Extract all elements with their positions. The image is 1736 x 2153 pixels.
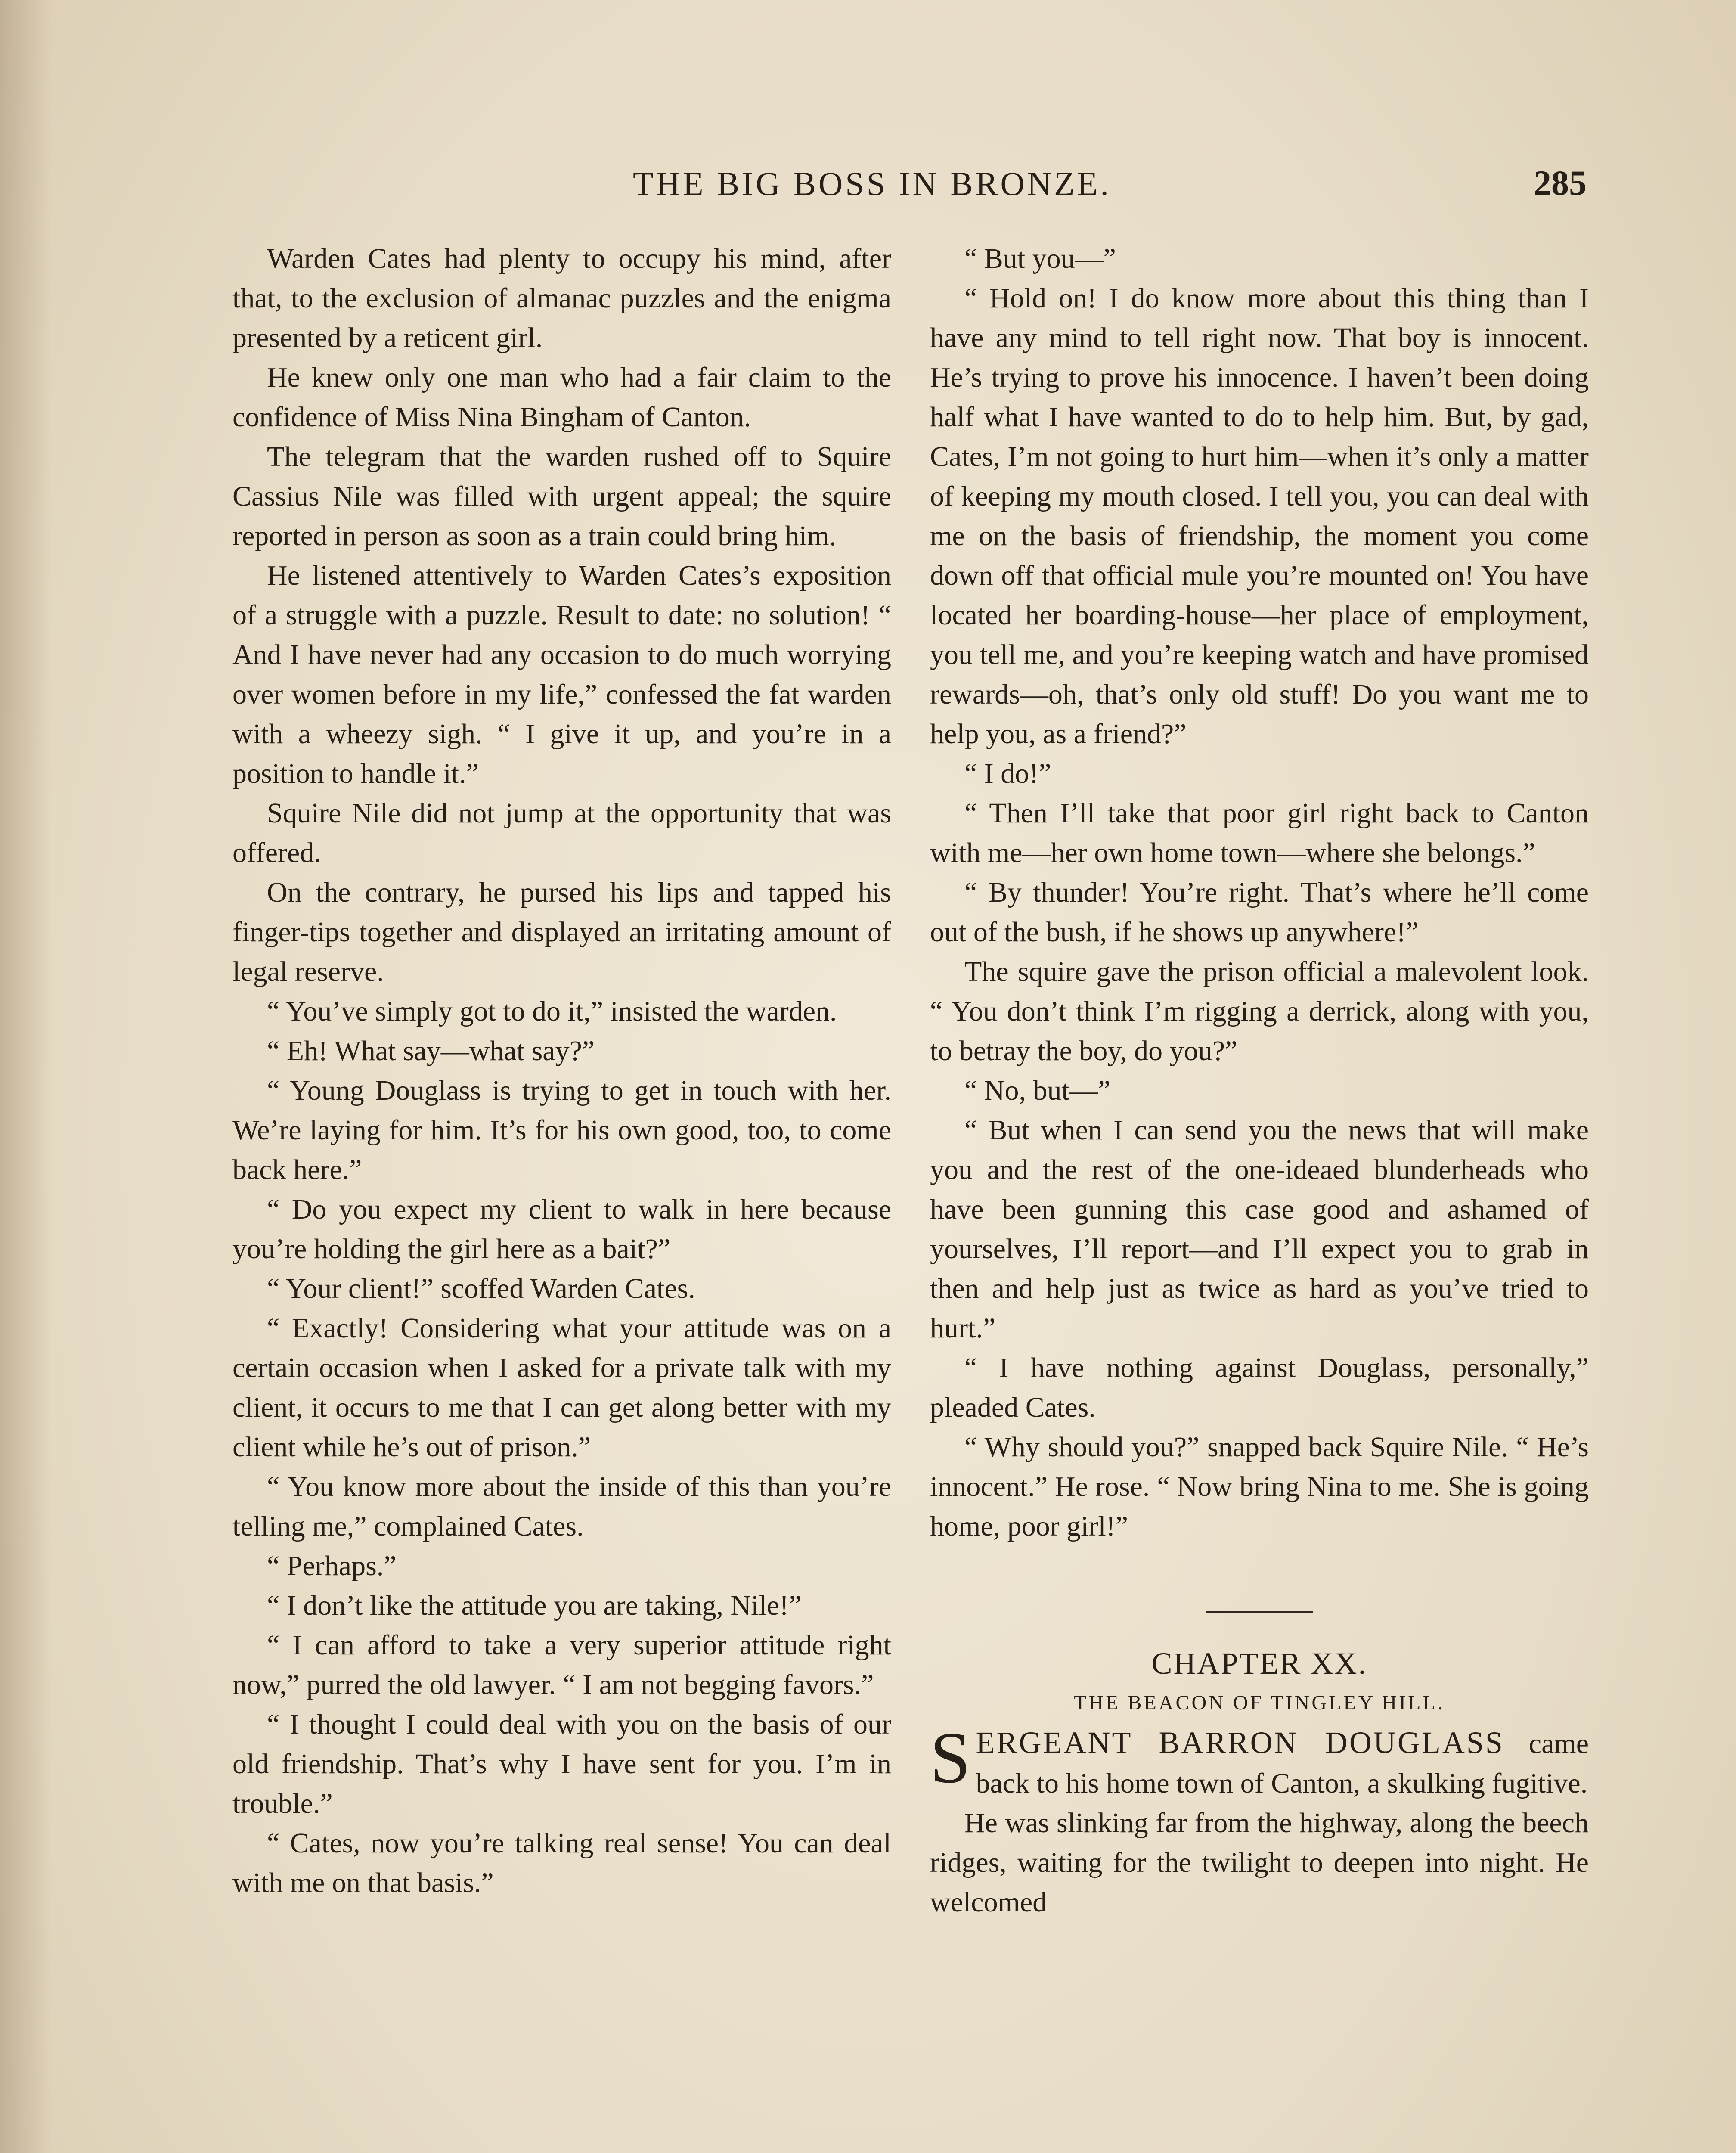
opening-small-caps: ERGEANT BARRON DOUGLASS [976, 1725, 1504, 1760]
paragraph: “ No, but—” [964, 1075, 1111, 1106]
paragraph: Warden Cates had plenty to occupy his mind, after that, to the exclusion of almanac puzzles and the enigma presented by a reticent girl. [232, 243, 891, 354]
paragraph: “ Young Douglass is trying to get in touch with her. We’re laying for him. It’s for his own good, too, to come back here.” [232, 1075, 891, 1185]
paragraph: “ Exactly! Considering what your attitude was on a certain occasion when I asked for a private talk with my client, it occurs to me that I can get along better with my client while he’s out of prison.” [232, 1312, 891, 1463]
opening-text: came back to his home town of Canton, a skulking fugitive. [976, 1728, 1589, 1799]
chapter-second-paragraph: He was slinking far from the highway, along the beech ridges, waiting for the twilight to deepen into night. He welcomed [930, 1807, 1589, 1918]
running-head: THE BIG BOSS IN BRONZE. [633, 165, 1111, 202]
paragraph: The telegram that the warden rushed off to Squire Cassius Nile was filled with urgent appeal; the squire reported in person as soon as a train could bring him. [232, 441, 891, 552]
paragraph: “ By thunder! You’re right. That’s where he’ll come out of the bush, if he shows up anywhere!” [930, 877, 1589, 948]
paragraph: “ Cates, now you’re talking real sense! You can deal with me on that basis.” [232, 1827, 891, 1899]
paragraph: He knew only one man who had a fair claim to the confidence of Miss Nina Bingham of Canton. [232, 362, 891, 433]
paragraph: On the contrary, he pursed his lips and tapped his finger-tips together and displayed an irritating amount of legal reserve. [232, 877, 891, 987]
chapter-title: CHAPTER XX. [1151, 1646, 1367, 1681]
drop-cap: S [930, 1717, 971, 1798]
chapter-subtitle: THE BEACON OF TINGLEY HILL. [1074, 1691, 1445, 1714]
paragraph: He listened attentively to Warden Cates’s exposition of a struggle with a puzzle. Result to date: no solution! “ And I have never had any occasion to do much worrying over women before in my life,” confessed the fat warden with a wheezy sigh. “ I give it up, and you’re in a position to handle it.” [232, 560, 891, 789]
paragraph: “ Your client!” scoffed Warden Cates. [267, 1273, 695, 1304]
chapter-opening-paragraph [930, 1717, 1589, 1803]
chapter-divider-rule [1206, 1611, 1313, 1613]
page-number: 285 [1534, 163, 1587, 202]
paragraph: “ I can afford to take a very superior attitude right now,” purred the old lawyer. “ I am not begging favors.” [232, 1629, 891, 1700]
paragraph: “ I have nothing against Douglass, personally,” pleaded Cates. [930, 1352, 1589, 1423]
paragraph: “ Then I’ll take that poor girl right back to Canton with me—her own home town—where she belongs.” [930, 797, 1589, 869]
paragraph: “ I do!” [964, 758, 1051, 789]
paragraph: “ You know more about the inside of this than you’re telling me,” complained Cates. [232, 1471, 891, 1542]
paragraph: “ Perhaps.” [267, 1550, 397, 1582]
right-column-paragraphs [930, 239, 1589, 1546]
page-edge-shadow [0, 0, 52, 2153]
paragraph: “ Why should you?” snapped back Squire Nile. “ He’s innocent.” He rose. “ Now bring Nina to me. She is going home, poor girl!” [930, 1431, 1589, 1542]
left-text-column [232, 239, 891, 1903]
paragraph: “ Hold on! I do know more about this thing than I have any mind to tell right now. That boy is innocent. He’s trying to prove his innocence. I haven’t been doing half what I have wanted to do to help him. But, by gad, Cates, I’m not going to hurt him—when it’s only a matter of keeping my mouth closed. I tell you, you can deal with me on the basis of friendship, the moment you come down off that official mule you’re mounted on! You have located her boarding-house—her place of employment, you tell me, and you’re keeping watch and have promised rewards—oh, that’s only old stuff! Do you want me to help you, as a friend?” [930, 282, 1589, 750]
paragraph: “ I thought I could deal with you on the basis of our old friendship. That’s why I have sent for you. I’m in trouble.” [232, 1709, 891, 1819]
paragraph: Squire Nile did not jump at the opportunity that was offered. [232, 797, 891, 869]
paragraph: “ You’ve simply got to do it,” insisted the warden. [267, 996, 837, 1027]
right-text-column [930, 239, 1589, 1922]
paragraph: “ Do you expect my client to walk in here because you’re holding the girl here as a bait?” [232, 1194, 891, 1265]
paragraph: “ Eh! What say—what say?” [267, 1035, 595, 1067]
paragraph: “ I don’t like the attitude you are taking, Nile!” [267, 1590, 802, 1621]
paragraph: “ But you—” [964, 243, 1116, 274]
paragraph: “ But when I can send you the news that will make you and the rest of the one-ideaed blunderheads who have been gunning this case good and ashamed of yourselves, I’ll report—and I’ll expect you to grab in then and help just as twice as hard as you’ve tried to hurt.” [930, 1114, 1589, 1344]
paragraph: The squire gave the prison official a malevolent look. “ You don’t think I’m rigging a derrick, along with you, to betray the boy, do you?” [930, 956, 1589, 1067]
